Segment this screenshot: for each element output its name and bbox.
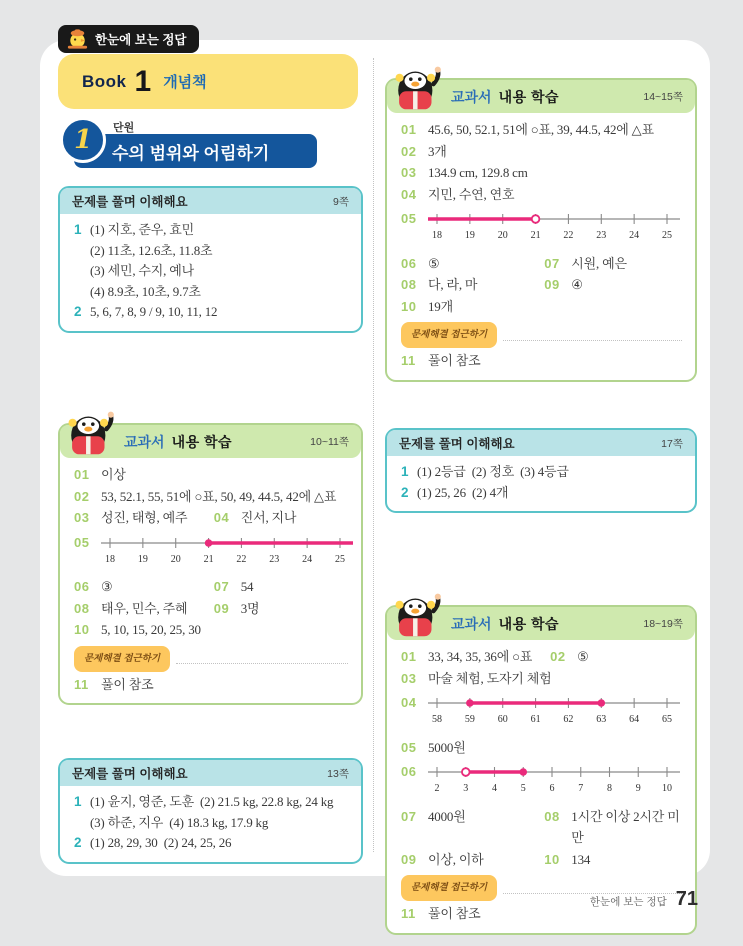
answer-item — [74, 464, 126, 486]
answer-number: 04 — [213, 510, 230, 525]
answer-row — [401, 296, 682, 318]
answer-item — [214, 576, 348, 598]
svg-text:20: 20 — [497, 230, 508, 241]
answer-row-numberline — [74, 531, 348, 576]
page-ref: 14~15쪽 — [643, 91, 683, 103]
number-line — [428, 760, 682, 805]
answer-text: ④ — [571, 277, 583, 292]
answer-text: (1) 28, 29, 30 (2) 24, 25, 26 — [90, 835, 232, 850]
svg-text:18: 18 — [432, 230, 442, 241]
page-footer — [590, 888, 698, 911]
svg-text:62: 62 — [563, 714, 574, 725]
footer-page-number: 71 — [675, 888, 698, 910]
chick-icon — [65, 28, 90, 53]
answer-box-p13 — [58, 758, 363, 864]
corner-badge-label: 한눈에 보는 정답 — [95, 33, 187, 47]
answer-text: ③ — [101, 579, 113, 594]
answer-item — [74, 302, 217, 323]
answer-item — [74, 833, 231, 854]
answer-item — [401, 119, 654, 141]
box-title-accent: 교과서 — [451, 615, 492, 632]
answer-row-numberline — [401, 207, 682, 252]
answer-item — [401, 903, 480, 925]
svg-text:6: 6 — [549, 783, 555, 794]
answer-text: 시원, 예은 — [571, 255, 627, 271]
answer-row — [401, 184, 682, 206]
answer-item — [74, 813, 268, 834]
box-header — [387, 430, 695, 456]
svg-text:3: 3 — [463, 783, 469, 794]
answer-item — [401, 646, 532, 668]
answer-row — [401, 462, 682, 483]
unit-title-bar — [74, 134, 317, 168]
answer-text: 54 — [240, 579, 254, 594]
answer-row — [401, 646, 682, 668]
answer-text: (2) 11초, 12.6초, 11.8초 — [90, 242, 213, 258]
answer-row — [74, 486, 348, 508]
answer-number: 10 — [544, 851, 560, 867]
answer-text: ⑤ — [577, 649, 589, 664]
answer-row — [74, 507, 348, 529]
answer-number: 2 — [74, 835, 82, 850]
answer-number: 04 — [401, 186, 417, 202]
box-body — [60, 214, 361, 331]
answer-box-p9 — [58, 186, 363, 333]
svg-text:23: 23 — [596, 230, 607, 241]
answer-number: 09 — [213, 600, 230, 616]
box-header — [60, 425, 361, 458]
answer-item — [401, 483, 508, 504]
answer-row — [401, 141, 682, 163]
answer-number: 02 — [401, 143, 417, 159]
answer-text: 5, 10, 15, 20, 25, 30 — [101, 622, 201, 637]
answer-row — [74, 792, 348, 813]
svg-text:21: 21 — [203, 553, 214, 565]
answer-number: 03 — [74, 510, 90, 525]
svg-text:25: 25 — [335, 553, 345, 565]
svg-text:61: 61 — [530, 714, 541, 725]
penguin-mascot-icon — [391, 66, 445, 118]
page-ref: 10~11쪽 — [310, 436, 349, 448]
svg-text:20: 20 — [170, 553, 181, 565]
answer-row — [401, 274, 682, 296]
svg-text:24: 24 — [302, 553, 313, 565]
answer-box-p10-11 — [58, 423, 363, 705]
answer-number: 08 — [401, 277, 417, 292]
answer-row — [74, 261, 348, 282]
answer-number: 09 — [544, 277, 560, 292]
box-title: 내용 학습 — [171, 433, 233, 450]
answer-item — [74, 486, 336, 508]
answer-row — [401, 737, 682, 759]
answer-item — [401, 141, 447, 163]
svg-text:22: 22 — [236, 553, 247, 565]
answer-row — [74, 598, 348, 620]
answer-item — [401, 274, 544, 296]
answer-row — [74, 833, 348, 854]
solve-approach-row — [74, 646, 348, 672]
svg-text:5: 5 — [520, 783, 526, 794]
answer-row — [74, 619, 348, 641]
answer-number: 05 — [401, 739, 417, 755]
answer-text: 33, 34, 35, 36에 ○표 — [428, 649, 533, 664]
answer-text: 45.6, 50, 52.1, 51에 ○표, 39, 44.5, 42에 △표 — [428, 122, 654, 137]
answer-number: 05 — [401, 211, 417, 226]
answer-number: 11 — [74, 676, 89, 692]
svg-text:21: 21 — [530, 230, 541, 241]
answer-text: 4000원 — [428, 808, 466, 824]
answer-box-p14-15 — [385, 78, 697, 382]
answer-item — [401, 296, 453, 318]
svg-text:19: 19 — [137, 553, 148, 565]
answer-box-p18-19 — [385, 605, 697, 935]
svg-text:7: 7 — [578, 783, 584, 794]
answer-number: 07 — [213, 579, 230, 594]
svg-text:10: 10 — [662, 783, 672, 794]
svg-text:9: 9 — [635, 783, 641, 794]
box-title-accent: 교과서 — [124, 433, 165, 450]
answer-number: 04 — [401, 695, 417, 710]
answer-text: 지민, 수연, 연호 — [428, 186, 515, 202]
page-ref: 17쪽 — [661, 437, 683, 450]
answer-number: 08 — [544, 808, 560, 824]
answer-text: (3) 하준, 지우 (4) 18.3 kg, 17.9 kg — [90, 814, 269, 830]
answer-row — [401, 849, 682, 871]
box-title: 문제를 풀며 이해해요 — [399, 437, 515, 451]
answer-row — [401, 483, 682, 504]
page-ref: 9쪽 — [333, 195, 349, 208]
answer-text: 3명 — [240, 600, 260, 616]
answer-item — [544, 253, 682, 275]
answer-number: 01 — [401, 122, 417, 137]
book-header — [58, 54, 358, 109]
answer-row — [401, 350, 682, 372]
answer-row-numberline — [401, 760, 682, 805]
answer-row — [401, 668, 682, 690]
page-ref: 13쪽 — [327, 767, 349, 780]
answer-number: 09 — [401, 851, 417, 867]
answer-text: ⑤ — [428, 255, 440, 271]
answer-item — [401, 350, 480, 372]
answer-number: 10 — [401, 298, 417, 314]
answer-row — [74, 302, 348, 323]
box-header — [60, 760, 361, 786]
answer-item — [74, 598, 214, 620]
number-line-svg — [428, 691, 680, 729]
answer-text: 5000원 — [428, 739, 466, 755]
penguin-mascot-icon — [64, 411, 118, 463]
answer-item — [401, 184, 514, 206]
answer-number: 08 — [74, 600, 90, 616]
svg-text:18: 18 — [105, 553, 115, 565]
svg-text:60: 60 — [497, 714, 508, 725]
dotted-rule — [503, 340, 682, 341]
answer-item — [214, 507, 348, 529]
answer-text: 진서, 지나 — [240, 510, 297, 525]
box-title: 내용 학습 — [498, 88, 560, 105]
answer-item — [544, 274, 682, 296]
number-line — [101, 531, 353, 576]
unit-number: 1 — [73, 125, 93, 155]
answer-row — [74, 576, 348, 598]
book-type: 개념책 — [163, 74, 207, 91]
svg-text:19: 19 — [464, 230, 475, 241]
answer-item — [401, 253, 544, 275]
box-title-accent: 교과서 — [451, 88, 492, 105]
penguin-mascot-icon — [391, 593, 445, 645]
number-line — [428, 207, 682, 252]
answer-text: (3) 세민, 수지, 예나 — [90, 263, 194, 278]
answer-text: (1) 지호, 준우, 효민 — [90, 222, 194, 237]
answer-text: 5, 6, 7, 8, 9 / 9, 10, 11, 12 — [90, 304, 218, 319]
number-line — [428, 691, 682, 736]
answer-text: 성진, 태형, 예주 — [101, 510, 188, 525]
book-number: 1 — [134, 64, 152, 98]
answer-text: 풀이 참조 — [428, 353, 481, 368]
svg-text:59: 59 — [464, 714, 475, 725]
answer-number: 06 — [74, 579, 90, 594]
column-divider — [373, 58, 374, 852]
answer-item — [74, 241, 212, 262]
answer-number: 11 — [401, 906, 416, 921]
answer-text: 1시간 이상 2시간 미만 — [571, 808, 680, 845]
answer-text: 3개 — [428, 143, 447, 159]
box-body — [387, 113, 695, 380]
answer-number: 2 — [401, 484, 409, 500]
answer-text: 19개 — [428, 298, 453, 314]
answer-item — [74, 507, 214, 529]
answer-row — [401, 253, 682, 275]
answer-number: 2 — [74, 304, 82, 319]
number-line-svg — [428, 207, 680, 245]
answer-row — [74, 674, 348, 696]
answer-number: 1 — [74, 222, 82, 237]
answer-text: (1) 25, 26 (2) 4개 — [417, 484, 509, 500]
answer-item — [74, 282, 201, 303]
svg-text:64: 64 — [629, 714, 640, 725]
answer-item — [544, 849, 682, 871]
answer-number: 03 — [401, 165, 417, 180]
page-ref: 18~19쪽 — [643, 618, 683, 630]
answer-text: 53, 52.1, 55, 51에 ○표, 50, 49, 44.5, 42에 △표 — [101, 488, 337, 504]
answer-text: 마술 체험, 도자기 체험 — [428, 670, 552, 686]
answer-number: 10 — [74, 622, 90, 637]
answer-number: 07 — [401, 808, 417, 824]
answer-row — [401, 119, 682, 141]
unit-number-circle — [60, 117, 106, 163]
answer-text: 태우, 민수, 주혜 — [101, 600, 188, 616]
number-line-svg — [428, 760, 680, 798]
answer-number: 07 — [544, 255, 560, 271]
answer-number: 1 — [401, 464, 409, 479]
svg-text:23: 23 — [269, 553, 280, 565]
svg-text:22: 22 — [563, 230, 574, 241]
box-body — [387, 456, 695, 511]
answer-number: 02 — [550, 649, 566, 664]
box-header — [387, 607, 695, 640]
answer-text: 다, 라, 마 — [428, 277, 478, 292]
number-line-svg — [101, 531, 353, 569]
box-header — [60, 188, 361, 214]
answer-text: (4) 8.9초, 10초, 9.7초 — [90, 283, 201, 299]
answer-item — [214, 598, 348, 620]
answer-number: 01 — [401, 649, 417, 664]
answer-item — [74, 576, 214, 598]
answer-item — [74, 261, 194, 282]
answer-number: 06 — [401, 255, 417, 271]
answer-box-p17 — [385, 428, 697, 513]
answer-text: 이상, 이하 — [428, 851, 484, 867]
answer-item — [401, 162, 528, 184]
svg-text:2: 2 — [434, 783, 440, 794]
svg-text:8: 8 — [607, 783, 612, 794]
answer-item — [401, 462, 569, 483]
answer-text: (1) 2등급 (2) 정호 (3) 4등급 — [417, 464, 569, 479]
answer-row — [401, 162, 682, 184]
answer-item — [74, 674, 153, 696]
answer-row — [401, 806, 682, 849]
answer-number: 02 — [74, 488, 90, 504]
dotted-rule — [176, 663, 348, 664]
answer-number: 1 — [74, 794, 82, 809]
answer-item — [74, 220, 194, 241]
box-body — [60, 458, 361, 703]
answer-number: 01 — [74, 467, 90, 482]
answer-item — [74, 792, 333, 813]
answer-row-numberline — [401, 691, 682, 736]
box-title: 문제를 풀며 이해해요 — [72, 195, 188, 209]
solve-approach-row — [401, 322, 682, 348]
box-title: 내용 학습 — [498, 615, 560, 632]
answer-item — [401, 737, 466, 759]
answer-text: 이상 — [101, 467, 126, 482]
book-label: Book — [82, 71, 127, 91]
answer-number: 03 — [401, 670, 417, 686]
answer-text: 134 — [571, 851, 591, 867]
box-body — [60, 786, 361, 862]
answer-row — [74, 813, 348, 834]
answer-text: 134.9 cm, 129.8 cm — [428, 165, 528, 180]
box-title: 문제를 풀며 이해해요 — [72, 767, 188, 781]
corner-badge — [58, 25, 199, 53]
svg-text:65: 65 — [662, 714, 672, 725]
footer-label: 한눈에 보는 정답 — [589, 896, 667, 908]
unit-title: 수의 범위와 어림하기 — [112, 143, 270, 163]
answer-row — [74, 241, 348, 262]
solve-approach-badge: 문제해결 접근하기 — [401, 322, 497, 348]
answer-text: 풀이 참조 — [101, 676, 154, 692]
answer-number: 11 — [401, 353, 416, 368]
svg-text:25: 25 — [662, 230, 672, 241]
answer-text: (1) 윤지, 영준, 도훈 (2) 21.5 kg, 22.8 kg, 24 kg — [90, 794, 334, 809]
answer-item — [401, 668, 551, 690]
svg-text:24: 24 — [629, 230, 640, 241]
answer-number: 05 — [74, 534, 90, 550]
unit-label: 단원 — [113, 122, 135, 134]
answer-item — [401, 806, 544, 828]
answer-item — [550, 646, 588, 668]
svg-text:63: 63 — [596, 714, 607, 725]
answer-row — [74, 282, 348, 303]
solve-approach-badge: 문제해결 접근하기 — [401, 875, 497, 901]
answer-row — [74, 220, 348, 241]
box-header — [387, 80, 695, 113]
answer-text: 풀이 참조 — [428, 906, 481, 921]
answer-item — [74, 619, 201, 641]
answer-row — [74, 464, 348, 486]
answer-item — [401, 849, 544, 871]
svg-text:58: 58 — [432, 714, 442, 725]
svg-text:4: 4 — [492, 783, 497, 794]
solve-approach-badge: 문제해결 접근하기 — [74, 646, 170, 672]
answer-number: 06 — [401, 764, 417, 779]
answer-item — [544, 806, 682, 849]
